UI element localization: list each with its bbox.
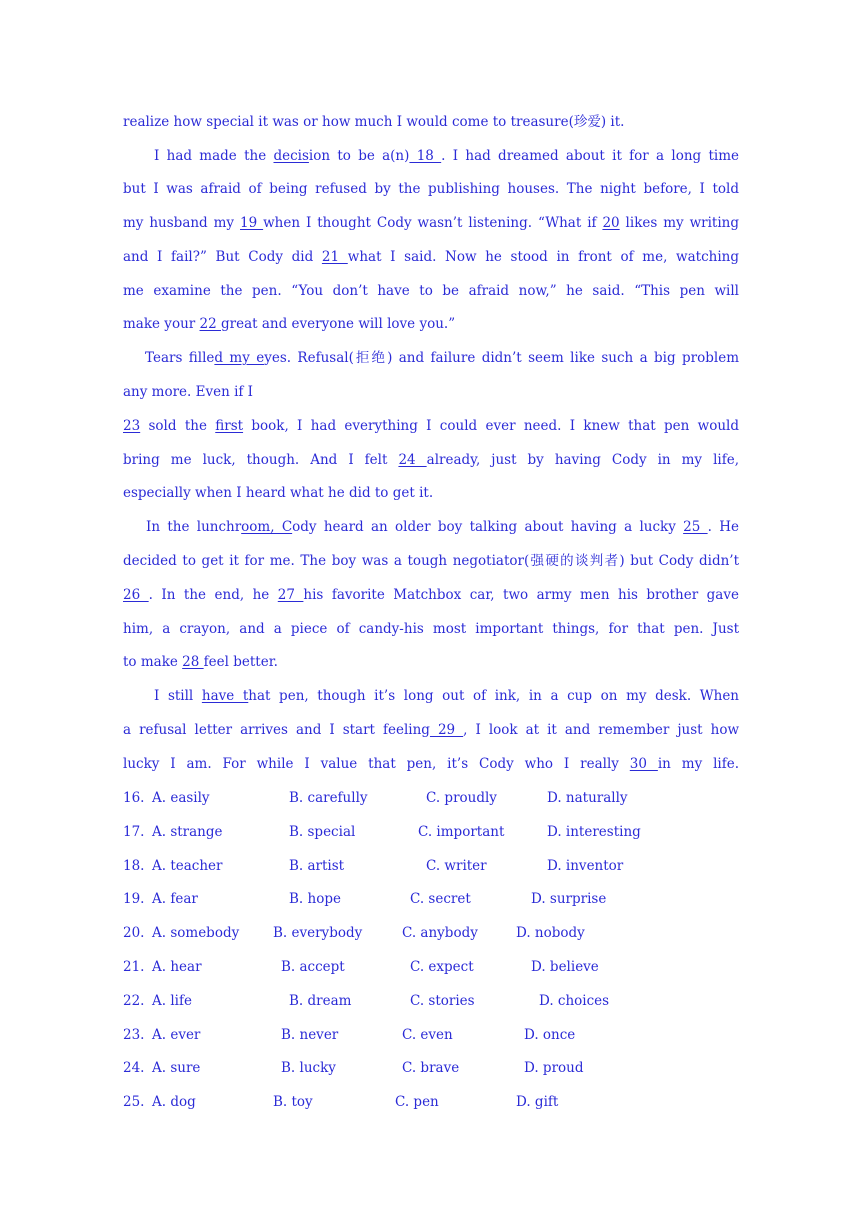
underlined-text: oom, C: [241, 519, 293, 535]
option-b: B. lucky: [281, 1060, 336, 1076]
option-a: A. teacher: [152, 858, 223, 874]
text-run: lucky I am. For while I value that pen, it’s Cody who I really: [123, 756, 630, 772]
question-number: 25.: [123, 1094, 145, 1110]
passage-line: him, a crayon, and a piece of candy-his most important things, for that pen. Just: [123, 621, 739, 637]
option-d: D. choices: [539, 993, 610, 1009]
question-number: 20.: [123, 925, 145, 941]
text-run: what I said. Now he stood in front of me, watching: [347, 249, 739, 265]
blank-18: 18: [409, 148, 442, 164]
passage-line: [123, 415, 739, 437]
option-c: C. stories: [410, 993, 475, 1009]
passage-paragraph-start: [154, 145, 739, 167]
text-run: Tears fille: [145, 350, 215, 366]
option-d: D. surprise: [531, 891, 607, 907]
underlined-text: have t: [201, 688, 249, 704]
text-run: likes my writing: [619, 215, 739, 231]
blank-25: 25: [683, 519, 708, 535]
blank-19: 19: [240, 215, 264, 231]
option-a: A. ever: [152, 1027, 201, 1043]
option-c: C. brave: [402, 1060, 460, 1076]
text-run: great and everyone will love you.”: [221, 316, 456, 332]
option-c: C. writer: [426, 858, 487, 874]
text-run: sold the: [140, 418, 216, 434]
text-run: when I thought Cody wasn’t listening. “What if: [263, 215, 603, 231]
passage-line: realize how special it was or how much I would come to treasure(珍爱) it.: [123, 114, 625, 130]
passage-line: especially when I heard what he did to get it.: [123, 485, 434, 501]
option-a: A. fear: [152, 891, 198, 907]
option-d: D. inventor: [547, 858, 624, 874]
option-c: C. proudly: [426, 790, 497, 806]
text-run: hat pen, though it’s long out of ink, in a cup on my desk. When: [248, 688, 739, 704]
option-c: C. expect: [410, 959, 474, 975]
text-run: . He: [707, 519, 739, 535]
option-d: D. interesting: [547, 824, 641, 840]
text-run: already, just by having Cody in my life,: [426, 452, 739, 468]
option-b: B. carefully: [289, 790, 368, 806]
passage-line: but I was afraid of being refused by the publishing houses. The night before, I told: [123, 181, 739, 197]
option-b: B. artist: [289, 858, 345, 874]
option-b: B. never: [281, 1027, 339, 1043]
option-a: A. sure: [152, 1060, 201, 1076]
option-a: A. life: [152, 993, 192, 1009]
option-d: D. proud: [524, 1060, 584, 1076]
question-number: 16.: [123, 790, 145, 806]
option-a: A. dog: [152, 1094, 196, 1110]
option-d: D. once: [524, 1027, 576, 1043]
blank-27: 27: [277, 587, 304, 603]
text-run: , I look at it and remember just how: [463, 722, 739, 738]
option-c: C. pen: [395, 1094, 439, 1110]
option-d: D. nobody: [516, 925, 585, 941]
option-d: D. gift: [516, 1094, 559, 1110]
question-number: 21.: [123, 959, 145, 975]
text-run: my husband my: [123, 215, 240, 231]
text-run: his favorite Matchbox car, two army men his brother gave: [303, 587, 739, 603]
option-d: D. believe: [531, 959, 599, 975]
blank-21: 21: [321, 249, 348, 265]
option-b: B. accept: [281, 959, 345, 975]
option-b: B. dream: [289, 993, 352, 1009]
passage-line: [123, 584, 739, 606]
passage-line: any more. Even if I: [123, 384, 254, 400]
question-number: 22.: [123, 993, 145, 1009]
text-run: ody heard an older boy talking about having a lucky: [292, 519, 684, 535]
blank-22: 22: [199, 316, 221, 332]
text-run: in my life.: [657, 756, 739, 772]
text-run: . In the end, he: [148, 587, 278, 603]
passage-line: [123, 753, 739, 775]
option-c: C. secret: [410, 891, 471, 907]
option-b: B. hope: [289, 891, 341, 907]
text-run: ion to be a(n): [308, 148, 410, 164]
text-run: book, I had everything I could ever need. I knew that pen would: [243, 418, 739, 434]
blank-28: 28: [182, 654, 204, 670]
text-run: feel better.: [203, 654, 278, 670]
passage-line: [123, 449, 739, 471]
blank-29: 29: [429, 722, 464, 738]
option-b: B. special: [289, 824, 356, 840]
text-run: I had made the: [154, 148, 274, 164]
text-run: bring me luck, though. And I felt: [123, 452, 399, 468]
option-d: D. naturally: [547, 790, 628, 806]
passage-line: [123, 212, 739, 234]
passage-line: decided to get it for me. The boy was a tough negotiator(强硬的谈判者) but Cody didn’t: [123, 553, 739, 569]
text-run: a refusal letter arrives and I start feeling: [123, 722, 430, 738]
passage-line: [123, 313, 739, 335]
option-a: A. somebody: [152, 925, 240, 941]
blank-24: 24: [398, 452, 427, 468]
underlined-text: d my e: [214, 350, 265, 366]
text-run: make your: [123, 316, 200, 332]
option-c: C. important: [418, 824, 505, 840]
passage-paragraph-start: [146, 516, 739, 538]
blank-26: 26: [123, 587, 149, 603]
text-run: yes. Refusal(拒绝) and failure didn’t seem like such a big problem: [264, 350, 739, 366]
blank-23: 23: [123, 418, 141, 434]
question-number: 23.: [123, 1027, 145, 1043]
passage-line: [123, 246, 739, 268]
option-a: A. strange: [152, 824, 223, 840]
blank-30: 30: [629, 756, 658, 772]
option-c: C. anybody: [402, 925, 478, 941]
option-c: C. even: [402, 1027, 453, 1043]
option-b: B. toy: [273, 1094, 313, 1110]
text-run: to make: [123, 654, 183, 670]
question-number: 24.: [123, 1060, 145, 1076]
text-run: In the lunchr: [146, 519, 242, 535]
underlined-text: decis: [273, 148, 309, 164]
text-run: I still: [154, 688, 202, 704]
passage-paragraph-start: [154, 685, 739, 707]
option-a: A. hear: [152, 959, 202, 975]
question-number: 18.: [123, 858, 145, 874]
passage-line: [123, 651, 739, 673]
passage-paragraph-start: [145, 347, 739, 369]
question-number: 17.: [123, 824, 145, 840]
passage-line: me examine the pen. “You don’t have to be afraid now,” he said. “This pen will: [123, 283, 739, 299]
underlined-text: first: [215, 418, 244, 434]
option-b: B. everybody: [273, 925, 363, 941]
text-run: and I fail?” But Cody did: [123, 249, 322, 265]
passage-line: [123, 719, 739, 741]
text-run: . I had dreamed about it for a long time: [441, 148, 739, 164]
option-a: A. easily: [152, 790, 210, 806]
question-number: 19.: [123, 891, 145, 907]
blank-20: 20: [602, 215, 620, 231]
